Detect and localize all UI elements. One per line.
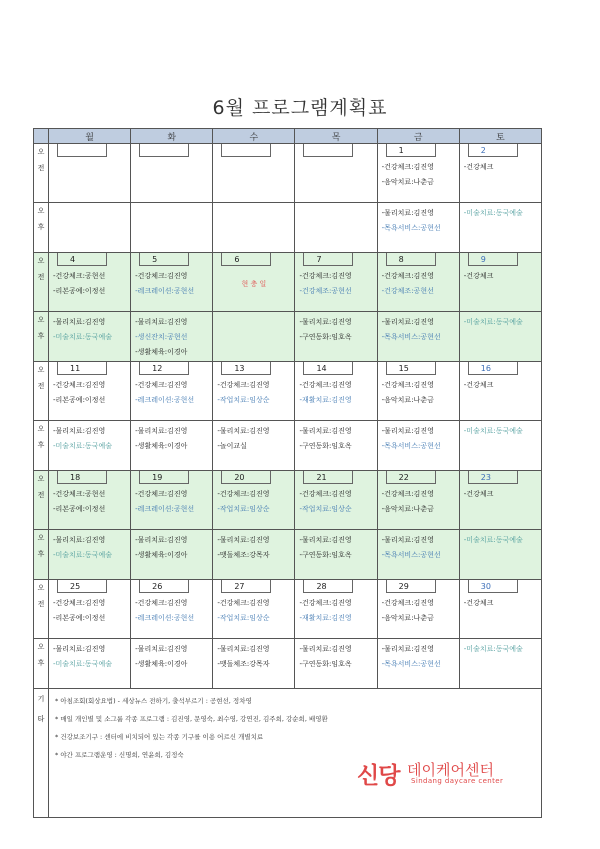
date-number: 8 xyxy=(386,253,436,266)
program-entry: -레크레이션:공현선 xyxy=(135,396,195,404)
program-entry: -미술치료:동국예술 xyxy=(463,645,523,653)
day-cell-thu-pm xyxy=(295,639,377,689)
program-entry: -미술치료:동국예술 xyxy=(53,442,112,450)
program-entry: -물리치료:김진영 xyxy=(135,645,188,653)
note-item: * 매일 개인별 및 소그룹 각종 프로그램 : 김진영, 문영숙, 최수영, 강연진, 김주희, 강순희, 배영환 xyxy=(55,715,328,723)
program-entry: -건강체크 xyxy=(463,599,494,607)
morning-label: 오 전 xyxy=(34,471,49,530)
day-cell-thu-am xyxy=(295,253,377,312)
day-cell-fri-am xyxy=(377,362,459,421)
date-number: 11 xyxy=(57,362,107,375)
program-entry: -미술치료:동국예술 xyxy=(463,536,523,544)
morning-label: 오 전 xyxy=(34,253,49,312)
program-entry: -물리치료:김진영 xyxy=(381,318,434,326)
day-cell-mon-pm xyxy=(49,312,131,362)
program-entry: -레크레이션:공현선 xyxy=(135,287,195,295)
day-cell-sat-am xyxy=(459,471,541,530)
day-cell-wed-pm xyxy=(213,639,295,689)
program-entry: -물리치료:김진영 xyxy=(135,427,188,435)
program-entry: -건강체크:김진영 xyxy=(299,490,352,498)
date-number: 25 xyxy=(57,580,107,593)
day-cell-sat-pm xyxy=(459,312,541,362)
day-cell-wed-am xyxy=(213,362,295,421)
weekday-sat: 토 xyxy=(459,129,541,144)
program-entry: -미술치료:동국예술 xyxy=(53,551,112,559)
day-cell-tue-pm xyxy=(131,639,213,689)
day-cell-wed-pm xyxy=(213,312,295,362)
program-calendar xyxy=(33,128,542,818)
date-number: 16 xyxy=(468,362,518,375)
date-number: 1 xyxy=(386,144,436,157)
page-title: 6월 프로그램계획표 xyxy=(212,97,388,119)
program-entry: -건강체크:김진영 xyxy=(381,272,434,280)
program-entry: -작업치료:임상순 xyxy=(217,614,270,622)
day-cell-mon-am xyxy=(49,471,131,530)
day-cell-mon-pm xyxy=(49,639,131,689)
program-entry: -물리치료:김진영 xyxy=(53,536,106,544)
day-cell-mon-am xyxy=(49,253,131,312)
date-number: 2 xyxy=(468,144,518,157)
program-entry: -물리치료:김진영 xyxy=(381,645,434,653)
date-number xyxy=(221,144,271,157)
day-cell-fri-am xyxy=(377,253,459,312)
program-entry: -목욕서비스:공현선 xyxy=(381,224,441,232)
program-entry: -건강체크:공현선 xyxy=(53,490,106,498)
day-cell-wed-pm xyxy=(213,530,295,580)
program-entry: -건강체크 xyxy=(463,272,494,280)
day-cell-wed-am xyxy=(213,144,295,203)
date-number xyxy=(303,144,353,157)
date-number: 20 xyxy=(221,471,271,484)
program-entry: -목욕서비스:공현선 xyxy=(381,333,441,341)
weekday-tue: 화 xyxy=(131,129,213,144)
date-number: 21 xyxy=(303,471,353,484)
program-entry: -레크레이션:공현선 xyxy=(135,505,195,513)
program-entry: -구연동화:임호옥 xyxy=(299,442,352,450)
day-cell-thu-pm xyxy=(295,530,377,580)
date-number: 28 xyxy=(303,580,353,593)
notes-row xyxy=(34,689,542,818)
date-number: 14 xyxy=(303,362,353,375)
day-cell-fri-pm xyxy=(377,530,459,580)
program-entry: -목욕서비스:공현선 xyxy=(381,442,441,450)
program-entry: -재활치료:김진영 xyxy=(299,396,352,404)
date-number: 29 xyxy=(386,580,436,593)
weekday-header-row xyxy=(34,129,542,144)
day-cell-tue-am xyxy=(131,362,213,421)
program-entry: -건강체크:김진영 xyxy=(135,272,188,280)
morning-label: 오 전 xyxy=(34,144,49,203)
program-entry: -리본공예:이정선 xyxy=(53,614,106,622)
logo-main-text: 신당 xyxy=(357,763,400,789)
week-5-am-row xyxy=(34,580,542,639)
day-cell-tue-am xyxy=(131,144,213,203)
weekday-fri: 금 xyxy=(377,129,459,144)
day-cell-sat-am xyxy=(459,580,541,639)
date-number: 18 xyxy=(57,471,107,484)
day-cell-sat-pm xyxy=(459,421,541,471)
day-cell-mon-am xyxy=(49,144,131,203)
program-entry: -생활체육:이경아 xyxy=(135,442,188,450)
notes-label: 기 타 xyxy=(34,689,49,818)
program-entry: -생활체육:이경아 xyxy=(135,660,188,668)
program-entry: -작업치료:임상순 xyxy=(299,505,352,513)
date-number: 30 xyxy=(468,580,518,593)
day-cell-sat-am xyxy=(459,144,541,203)
note-item: * 아침조회(회상요법) - 세상뉴스 전하기, 출석부르기 : 공현선, 정차영 xyxy=(55,697,252,705)
date-number: 7 xyxy=(303,253,353,266)
day-cell-fri-pm xyxy=(377,421,459,471)
day-cell-wed-pm xyxy=(213,421,295,471)
program-entry: -음악치료:나춘금 xyxy=(381,505,434,513)
program-entry: -맷돌체조:강목자 xyxy=(217,660,270,668)
day-cell-fri-am xyxy=(377,471,459,530)
week-5-pm-row xyxy=(34,639,542,689)
program-entry: -구연동화:임호옥 xyxy=(299,660,352,668)
program-entry: -건강체크:김진영 xyxy=(381,490,434,498)
day-cell-fri-pm xyxy=(377,203,459,253)
program-entry: -구연동화:임호옥 xyxy=(299,551,352,559)
day-cell-thu-am xyxy=(295,362,377,421)
program-entry: -리본공예:이정선 xyxy=(53,287,106,295)
program-entry: -미술치료:동국예술 xyxy=(463,209,523,217)
day-cell-fri-am xyxy=(377,580,459,639)
program-entry: -물리치료:김진영 xyxy=(217,645,270,653)
program-entry: -건강체크:김진영 xyxy=(53,599,106,607)
weekday-thu: 목 xyxy=(295,129,377,144)
morning-label: 오 전 xyxy=(34,362,49,421)
day-cell-wed-am xyxy=(213,253,295,312)
date-number: 4 xyxy=(57,253,107,266)
note-item: * 야간 프로그램운영 : 신명희, 연윤희, 김정숙 xyxy=(55,751,184,759)
program-entry: -물리치료:김진영 xyxy=(299,318,352,326)
day-cell-tue-pm xyxy=(131,421,213,471)
logo-english-text: Sindang daycare center xyxy=(411,777,504,785)
program-entry: -물리치료:김진영 xyxy=(135,318,188,326)
date-number: 26 xyxy=(139,580,189,593)
program-entry: -건강체크:김진영 xyxy=(299,599,352,607)
day-cell-thu-am xyxy=(295,580,377,639)
day-cell-mon-pm xyxy=(49,203,131,253)
program-entry: -건강체크:김진영 xyxy=(217,381,270,389)
afternoon-label: 오 후 xyxy=(34,530,49,580)
date-number xyxy=(139,144,189,157)
afternoon-label: 오 후 xyxy=(34,421,49,471)
day-cell-thu-pm xyxy=(295,312,377,362)
program-entry: -물리치료:김진영 xyxy=(381,209,434,217)
afternoon-label: 오 후 xyxy=(34,312,49,362)
program-entry: -건강체크:김진영 xyxy=(217,490,270,498)
date-number: 19 xyxy=(139,471,189,484)
date-number: 6 xyxy=(221,253,271,266)
day-cell-thu-pm xyxy=(295,203,377,253)
center-logo xyxy=(357,757,542,791)
program-entry: -건강체크:김진영 xyxy=(135,490,188,498)
program-entry: -건강체크:김진영 xyxy=(217,599,270,607)
program-entry: -리본공예:이정선 xyxy=(53,505,106,513)
week-2-pm-row xyxy=(34,312,542,362)
day-cell-sat-pm xyxy=(459,203,541,253)
program-entry: -건강체크 xyxy=(463,490,494,498)
day-cell-fri-pm xyxy=(377,639,459,689)
program-entry: -리본공예:이정선 xyxy=(53,396,106,404)
program-entry: -구연동화:임호옥 xyxy=(299,333,352,341)
program-entry: -건강체조:공현선 xyxy=(381,287,434,295)
program-entry: -미술치료:동국예술 xyxy=(463,318,523,326)
date-number: 22 xyxy=(386,471,436,484)
program-entry: -건강체크:김진영 xyxy=(299,381,352,389)
program-entry: -건강체크:김진영 xyxy=(381,599,434,607)
week-1-am-row xyxy=(34,144,542,203)
program-entry: -물리치료:김진영 xyxy=(299,427,352,435)
program-entry: -음악치료:나춘금 xyxy=(381,396,434,404)
program-entry: -음악치료:나춘금 xyxy=(381,178,434,186)
day-cell-sat-pm xyxy=(459,530,541,580)
day-cell-tue-pm xyxy=(131,312,213,362)
weekday-wed: 수 xyxy=(213,129,295,144)
day-cell-tue-pm xyxy=(131,203,213,253)
logo-sub-text: 데이케어센터 xyxy=(407,761,494,779)
program-entry: -건강체크:김진영 xyxy=(381,163,434,171)
day-cell-fri-am xyxy=(377,144,459,203)
note-item: * 건강보조기구 : 센터에 비치되어 있는 각종 기구를 이용 어르신 개별치료 xyxy=(55,733,264,741)
day-cell-mon-pm xyxy=(49,421,131,471)
program-entry: -건강체크:김진영 xyxy=(135,599,188,607)
day-cell-tue-am xyxy=(131,253,213,312)
date-number: 9 xyxy=(468,253,518,266)
week-2-am-row xyxy=(34,253,542,312)
day-cell-thu-pm xyxy=(295,421,377,471)
program-entry: -건강체크:김진영 xyxy=(53,381,106,389)
day-cell-wed-pm xyxy=(213,203,295,253)
day-cell-thu-am xyxy=(295,471,377,530)
program-entry: -물리치료:김진영 xyxy=(217,427,270,435)
day-cell-thu-am xyxy=(295,144,377,203)
date-number: 27 xyxy=(221,580,271,593)
day-cell-mon-am xyxy=(49,580,131,639)
program-entry: -물리치료:김진영 xyxy=(135,536,188,544)
notes-cell xyxy=(49,689,542,818)
program-entry: -물리치료:김진영 xyxy=(53,318,106,326)
program-entry: -레크레이션:공현선 xyxy=(135,614,195,622)
program-entry: -물리치료:김진영 xyxy=(299,645,352,653)
program-entry: -재활치료:김진영 xyxy=(299,614,352,622)
date-number: 13 xyxy=(221,362,271,375)
program-entry: -건강체크:김진영 xyxy=(381,381,434,389)
program-entry: -음악치료:나춘금 xyxy=(381,614,434,622)
program-entry: -미술치료:동국예술 xyxy=(53,660,112,668)
program-entry: -건강체크:김진영 xyxy=(135,381,188,389)
program-entry: -물리치료:김진영 xyxy=(381,427,434,435)
program-entry: -작업치료:임상순 xyxy=(217,505,270,513)
date-number: 23 xyxy=(468,471,518,484)
day-cell-sat-am xyxy=(459,253,541,312)
program-entry: -물리치료:김진영 xyxy=(217,536,270,544)
program-entry: -작업치료:임상순 xyxy=(217,396,270,404)
date-number: 15 xyxy=(386,362,436,375)
program-entry: -생활체육:이경아 xyxy=(135,551,188,559)
program-entry: -건강체크 xyxy=(463,381,494,389)
program-entry: -미술치료:동국예술 xyxy=(463,427,523,435)
program-entry: -목욕서비스:공현선 xyxy=(381,551,441,559)
week-3-pm-row xyxy=(34,421,542,471)
date-number: 12 xyxy=(139,362,189,375)
program-entry: -건강체크 xyxy=(463,163,494,171)
program-entry: -건강체크:공현선 xyxy=(53,272,106,280)
holiday-label: 현 충 일 xyxy=(241,280,267,288)
program-entry: -건강체크:김진영 xyxy=(299,272,352,280)
program-entry: -놀이교실 xyxy=(217,442,247,450)
day-cell-mon-pm xyxy=(49,530,131,580)
header-corner xyxy=(34,129,49,144)
program-entry: -생활체육:이경아 xyxy=(135,348,188,356)
afternoon-label: 오 후 xyxy=(34,203,49,253)
afternoon-label: 오 후 xyxy=(34,639,49,689)
program-entry: -물리치료:김진영 xyxy=(299,536,352,544)
program-entry: -물리치료:김진영 xyxy=(53,645,106,653)
program-entry: -건강체조:공현선 xyxy=(299,287,352,295)
morning-label: 오 전 xyxy=(34,580,49,639)
week-4-am-row xyxy=(34,471,542,530)
program-entry: -목욕서비스:공현선 xyxy=(381,660,441,668)
program-entry: -미술치료:동국예술 xyxy=(53,333,112,341)
day-cell-fri-pm xyxy=(377,312,459,362)
program-entry: -맷돌체조:강목자 xyxy=(217,551,270,559)
day-cell-wed-am xyxy=(213,580,295,639)
day-cell-tue-am xyxy=(131,471,213,530)
date-number xyxy=(57,144,107,157)
week-1-pm-row xyxy=(34,203,542,253)
day-cell-sat-pm xyxy=(459,639,541,689)
day-cell-tue-pm xyxy=(131,530,213,580)
weekday-mon: 월 xyxy=(49,129,131,144)
week-4-pm-row xyxy=(34,530,542,580)
day-cell-mon-am xyxy=(49,362,131,421)
day-cell-sat-am xyxy=(459,362,541,421)
day-cell-tue-am xyxy=(131,580,213,639)
date-number: 5 xyxy=(139,253,189,266)
week-3-am-row xyxy=(34,362,542,421)
program-entry: -물리치료:김진영 xyxy=(381,536,434,544)
day-cell-wed-am xyxy=(213,471,295,530)
program-entry: -물리치료:김진영 xyxy=(53,427,106,435)
program-entry: -생신잔치:공현선 xyxy=(135,333,188,341)
